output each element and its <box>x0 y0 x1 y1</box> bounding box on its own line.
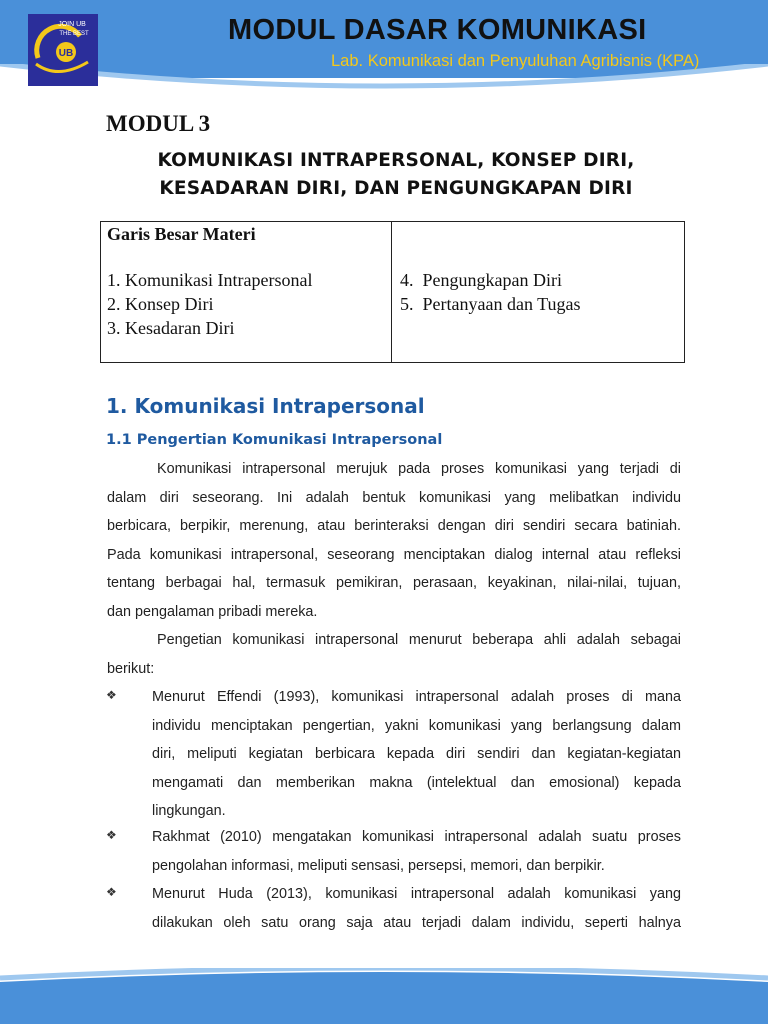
logo-best-text: THE BEST <box>59 31 89 37</box>
bullet-line: diri, meliputi kegiatan berbicara kepada diri sendiri dan kegiatan-kegiatan <box>152 746 681 762</box>
paragraph-2 <box>107 626 681 683</box>
bullet-icon: ❖ <box>106 885 117 899</box>
ub-logo-icon <box>28 14 98 86</box>
section-heading: 1. Komunikasi Intrapersonal <box>106 394 425 418</box>
outline-item: 2. Konsep Diri <box>107 294 214 314</box>
bullet-line: mengamati dan memberikan makna (intelektual dan emosional) kepada <box>152 774 681 791</box>
paragraph-line: Komunikasi intrapersonal merujuk pada proses komunikasi yang terjadi di <box>157 461 681 477</box>
module-label: MODUL 3 <box>106 111 211 136</box>
module-title-line-1: KOMUNIKASI INTRAPERSONAL, KONSEP DIRI, <box>157 150 635 171</box>
bullet-icon: ❖ <box>106 688 117 702</box>
outline-item: 3. Kesadaran Diri <box>107 318 235 338</box>
paragraph-line: dan pengalaman pribadi mereka. <box>107 603 318 620</box>
outline-table-divider <box>391 221 392 363</box>
bullet-line: lingkungan. <box>152 803 226 819</box>
paragraph-line: Pada komunikasi intrapersonal, seseorang menciptakan dialog internal atau refleksi <box>107 546 681 563</box>
paragraph-1 <box>107 455 681 626</box>
module-title-line-2: KESADARAN DIRI, DAN PENGUNGKAPAN DIRI <box>159 178 633 199</box>
subsection-heading: 1.1 Pengertian Komunikasi Intrapersonal <box>106 432 443 448</box>
bullet-line: Menurut Huda (2013), komunikasi intrapersonal adalah komunikasi yang <box>152 886 681 902</box>
outline-heading: Garis Besar Materi <box>107 224 256 244</box>
paragraph-line: tentang berbagai hal, termasuk pemikiran, perasaan, keyakinan, nilai-nilai, tujuan, <box>107 575 681 591</box>
bullet-item <box>152 880 681 937</box>
logo-ub-text: UB <box>58 48 74 59</box>
bullet-line: pengolahan informasi, meliputi sensasi, persepsi, memori, dan berpikir. <box>152 857 605 874</box>
paragraph-line: Pengetian komunikasi intrapersonal menurut beberapa ahli adalah sebagai <box>157 632 681 648</box>
bullet-line: dilakukan oleh satu orang saja atau terjadi dalam individu, seperti halnya <box>152 914 681 931</box>
paragraph-line: dalam diri seseorang. Ini adalah bentuk komunikasi yang melibatkan individu <box>107 489 681 506</box>
lab-subtitle: Lab. Komunikasi dan Penyuluhan Agribisnis (KPA) <box>331 52 700 70</box>
bullet-line: Menurut Effendi (1993), komunikasi intrapersonal adalah proses di mana <box>152 689 681 705</box>
outline-item: 4. Pengungkapan Diri <box>400 270 562 290</box>
paragraph-line: berbicara, berpikir, merenung, atau berinteraksi dengan diri sendiri secara batiniah. <box>107 518 681 534</box>
bullet-item <box>152 683 681 826</box>
outline-item: 5. Pertanyaan dan Tugas <box>400 294 581 314</box>
bullet-line: Rakhmat (2010) mengatakan komunikasi intrapersonal adalah suatu proses <box>152 829 681 845</box>
bullet-item <box>152 823 681 880</box>
bullet-icon: ❖ <box>106 828 117 842</box>
paragraph-line: berikut: <box>107 660 155 677</box>
logo-join-text: JOIN UB <box>58 21 86 28</box>
footer-band <box>0 968 768 1024</box>
document-title: MODUL DASAR KOMUNIKASI <box>228 14 647 46</box>
outline-item: 1. Komunikasi Intrapersonal <box>107 270 313 290</box>
bullet-line: individu menciptakan pengertian, yakni komunikasi yang berlangsung dalam <box>152 717 681 734</box>
